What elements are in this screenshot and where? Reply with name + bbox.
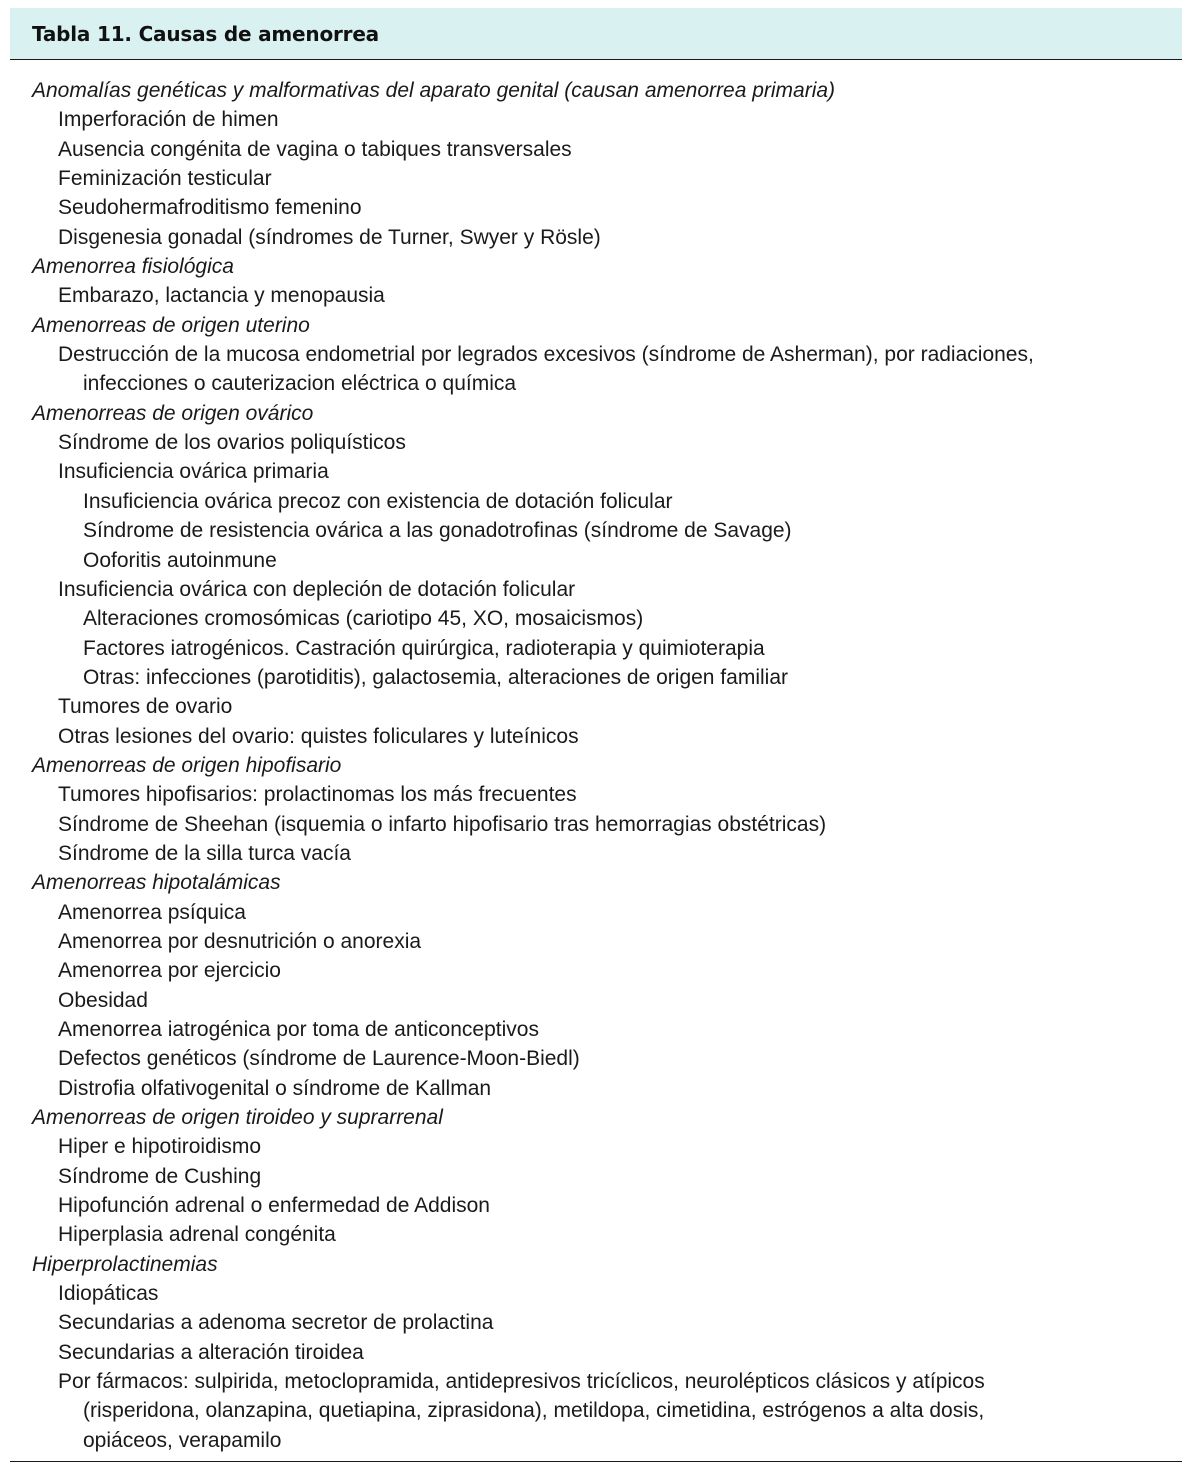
sub-list-item: (risperidona, olanzapina, quetiapina, ziprasidona), metildopa, cimetidina, estrógenos a alta dosis, (83, 1399, 985, 1423)
list-item: Tumores hipofisarios: prolactinomas los más frecuentes (58, 783, 577, 807)
list-item: Imperforación de himen (58, 108, 279, 132)
list-item: Ausencia congénita de vagina o tabiques transversales (58, 137, 572, 161)
list-item: Destrucción de la mucosa endometrial por legrados excesivos (síndrome de Asherman), por radiaciones, (58, 343, 1034, 367)
list-item: Insuficiencia ovárica con depleción de dotación folicular (58, 577, 576, 601)
list-item: Tumores de ovario (58, 695, 233, 719)
list-item: Síndrome de Sheehan (isquemia o infarto hipofisario tras hemorragias obstétricas) (58, 812, 827, 836)
list-item: Otras lesiones del ovario: quistes foliculares y luteínicos (58, 724, 579, 748)
table-title: Tabla 11. Causas de amenorrea (32, 21, 379, 46)
list-item: Síndrome de los ovarios poliquísticos (58, 431, 406, 455)
sub-list-item: Síndrome de resistencia ovárica a las gonadotrofinas (síndrome de Savage) (83, 519, 792, 543)
category-heading: Amenorrea fisiológica (32, 255, 234, 279)
list-item: Amenorrea por ejercicio (58, 959, 281, 983)
list-item: Síndrome de Cushing (58, 1164, 262, 1188)
category-heading: Hiperprolactinemias (32, 1252, 218, 1276)
list-item: Obesidad (58, 988, 148, 1012)
list-item: Distrofia olfativogenital o síndrome de Kallman (58, 1076, 492, 1100)
list-item: Disgenesia gonadal (síndromes de Turner, Swyer y Rösle) (58, 225, 601, 249)
list-item: Amenorrea iatrogénica por toma de anticonceptivos (58, 1018, 539, 1041)
causes-table (10, 8, 1182, 1455)
list-item: Hipofunción adrenal o enfermedad de Addison (58, 1194, 490, 1218)
list-item: Secundarias a alteración tiroidea (58, 1340, 364, 1364)
category-heading: Amenorreas de origen uterino (32, 313, 310, 337)
sub-list-item: Ooforitis autoinmune (83, 548, 277, 572)
list-item: Defectos genéticos (síndrome de Laurence-Moon-Biedl) (58, 1047, 580, 1071)
sub-list-item: opiáceos, verapamilo (83, 1428, 282, 1452)
category-heading: Anomalías genéticas y malformativas del aparato genital (causan amenorrea primaria) (32, 79, 836, 102)
sub-list-item: Factores iatrogénicos. Castración quirúrgica, radioterapia y quimioterapia (83, 636, 765, 660)
category-heading: Amenorreas de origen tiroideo y suprarrenal (32, 1106, 443, 1130)
sub-list-item: Insuficiencia ovárica precoz con existencia de dotación folicular (83, 489, 673, 513)
list-item: Feminización testicular (58, 167, 272, 191)
list-item: Amenorrea psíquica (58, 900, 246, 924)
table-bottom-rule (10, 1461, 1182, 1462)
table-body (10, 60, 1182, 1455)
list-item: Secundarias a adenoma secretor de prolactina (58, 1311, 494, 1335)
category-heading: Amenorreas de origen hipofisario (32, 753, 342, 777)
list-item: Hiper e hipotiroidismo (58, 1135, 262, 1159)
sub-list-item: Otras: infecciones (parotiditis), galactosemia, alteraciones de origen familiar (83, 665, 788, 689)
sub-list-item: infecciones o cauterizacion eléctrica o química (83, 372, 517, 396)
category-heading: Amenorreas de origen ovárico (32, 401, 314, 425)
list-item: Hiperplasia adrenal congénita (58, 1223, 336, 1247)
list-item: Por fármacos: sulpirida, metoclopramida, antidepresivos tricíclicos, neurolépticos clásicos y atípicos (58, 1370, 985, 1394)
list-item: Amenorrea por desnutrición o anorexia (58, 929, 422, 953)
list-item: Seudohermafroditismo femenino (58, 196, 362, 220)
list-item: Embarazo, lactancia y menopausia (58, 284, 385, 308)
category-heading: Amenorreas hipotalámicas (32, 871, 281, 895)
list-item: Síndrome de la silla turca vacía (58, 841, 351, 865)
list-item: Idiopáticas (58, 1282, 159, 1306)
list-item: Insuficiencia ovárica primaria (58, 460, 329, 484)
table-title-bar (10, 8, 1182, 60)
sub-list-item: Alteraciones cromosómicas (cariotipo 45, XO, mosaicismos) (83, 607, 644, 631)
